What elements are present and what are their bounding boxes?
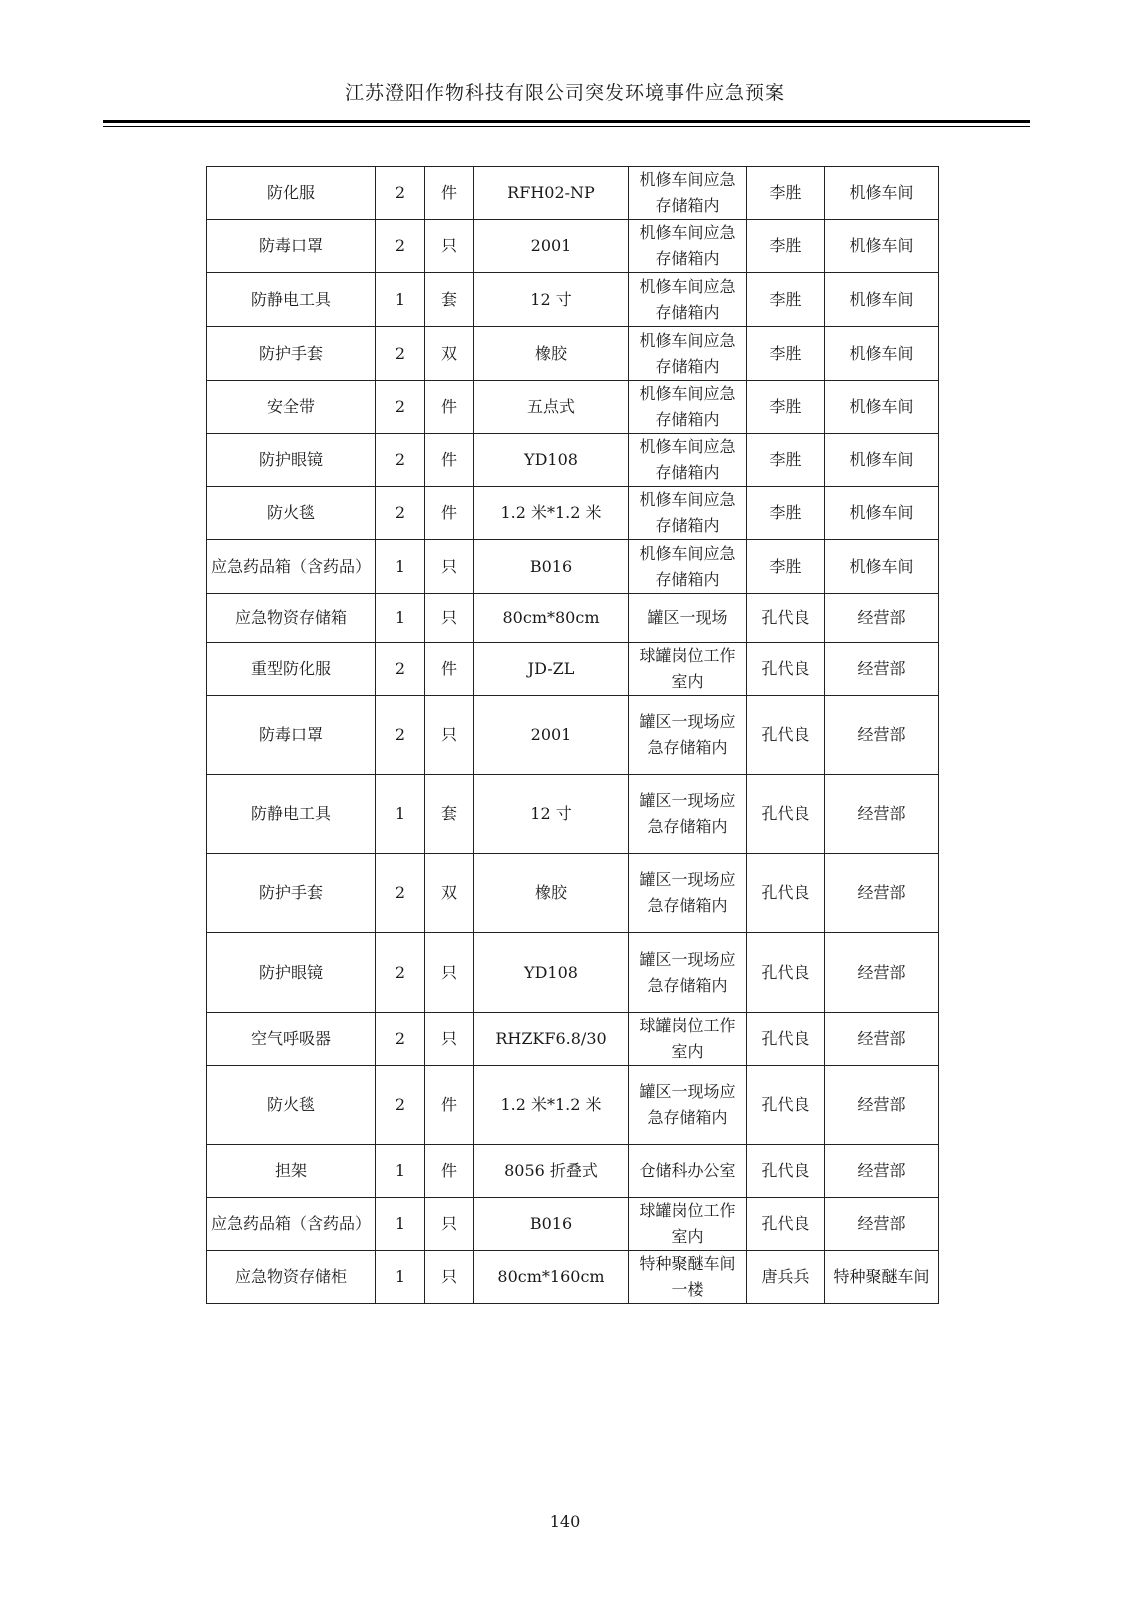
cell-department: 机修车间	[825, 540, 939, 594]
cell-storage-location: 机修车间应急存储箱内	[629, 381, 747, 434]
cell-item-name: 重型防化服	[207, 643, 376, 696]
cell-custodian: 孔代良	[747, 643, 825, 696]
cell-quantity: 1	[376, 1145, 425, 1198]
cell-custodian: 孔代良	[747, 775, 825, 854]
table-row	[207, 327, 939, 381]
cell-item-name: 防毒口罩	[207, 220, 376, 273]
cell-storage-location: 机修车间应急存储箱内	[629, 167, 747, 220]
cell-department: 经营部	[825, 594, 939, 643]
table-row	[207, 220, 939, 273]
cell-quantity: 2	[376, 1066, 425, 1145]
cell-quantity: 1	[376, 1198, 425, 1251]
cell-unit: 双	[425, 327, 474, 381]
cell-department: 经营部	[825, 696, 939, 775]
cell-unit: 件	[425, 643, 474, 696]
cell-custodian: 孔代良	[747, 1013, 825, 1066]
cell-department: 经营部	[825, 1066, 939, 1145]
cell-custodian: 李胜	[747, 167, 825, 220]
document-header-title: 江苏澄阳作物科技有限公司突发环境事件应急预案	[344, 82, 785, 104]
cell-custodian: 孔代良	[747, 1066, 825, 1145]
cell-unit: 件	[425, 487, 474, 540]
cell-quantity: 2	[376, 1013, 425, 1066]
cell-department: 经营部	[825, 1145, 939, 1198]
cell-item-name: 防护眼镜	[207, 434, 376, 487]
cell-item-name: 防静电工具	[207, 273, 376, 327]
cell-department: 机修车间	[825, 381, 939, 434]
cell-unit: 件	[425, 1066, 474, 1145]
cell-department: 机修车间	[825, 327, 939, 381]
cell-specification: 2001	[474, 220, 629, 273]
cell-unit: 只	[425, 1198, 474, 1251]
cell-custodian: 李胜	[747, 273, 825, 327]
cell-specification: 1.2 米*1.2 米	[474, 487, 629, 540]
cell-quantity: 1	[376, 594, 425, 643]
table-row	[207, 1198, 939, 1251]
cell-storage-location: 机修车间应急存储箱内	[629, 273, 747, 327]
cell-item-name: 应急药品箱（含药品）	[207, 540, 376, 594]
table-row	[207, 1251, 939, 1304]
cell-storage-location: 罐区一现场应急存储箱内	[629, 933, 747, 1013]
cell-specification: JD-ZL	[474, 643, 629, 696]
table-row	[207, 434, 939, 487]
cell-item-name: 应急物资存储箱	[207, 594, 376, 643]
cell-unit: 件	[425, 434, 474, 487]
cell-storage-location: 球罐岗位工作室内	[629, 1198, 747, 1251]
cell-specification: YD108	[474, 933, 629, 1013]
cell-department: 特种聚醚车间	[825, 1251, 939, 1304]
cell-storage-location: 罐区一现场应急存储箱内	[629, 854, 747, 933]
cell-unit: 件	[425, 1145, 474, 1198]
cell-quantity: 1	[376, 775, 425, 854]
cell-storage-location: 球罐岗位工作室内	[629, 643, 747, 696]
cell-specification: 80cm*160cm	[474, 1251, 629, 1304]
table-row	[207, 1013, 939, 1066]
table-row	[207, 1145, 939, 1198]
header-rule-thick	[103, 120, 1030, 123]
cell-specification: YD108	[474, 434, 629, 487]
cell-item-name: 安全带	[207, 381, 376, 434]
cell-specification: 80cm*80cm	[474, 594, 629, 643]
cell-department: 经营部	[825, 643, 939, 696]
cell-specification: 8056 折叠式	[474, 1145, 629, 1198]
cell-unit: 只	[425, 1013, 474, 1066]
cell-unit: 只	[425, 220, 474, 273]
cell-item-name: 防毒口罩	[207, 696, 376, 775]
page-number: 140	[549, 1512, 581, 1531]
cell-specification: 12 寸	[474, 273, 629, 327]
cell-storage-location: 罐区一现场应急存储箱内	[629, 696, 747, 775]
cell-quantity: 2	[376, 434, 425, 487]
cell-department: 经营部	[825, 1198, 939, 1251]
cell-unit: 只	[425, 594, 474, 643]
cell-storage-location: 罐区一现场应急存储箱内	[629, 1066, 747, 1145]
cell-item-name: 空气呼吸器	[207, 1013, 376, 1066]
cell-specification: 橡胶	[474, 854, 629, 933]
cell-custodian: 李胜	[747, 487, 825, 540]
table-row	[207, 933, 939, 1013]
cell-custodian: 孔代良	[747, 594, 825, 643]
cell-quantity: 2	[376, 643, 425, 696]
cell-storage-location: 罐区一现场应急存储箱内	[629, 775, 747, 854]
cell-custodian: 李胜	[747, 220, 825, 273]
cell-custodian: 孔代良	[747, 854, 825, 933]
cell-quantity: 1	[376, 540, 425, 594]
cell-department: 机修车间	[825, 220, 939, 273]
cell-department: 机修车间	[825, 434, 939, 487]
cell-specification: B016	[474, 1198, 629, 1251]
cell-specification: 橡胶	[474, 327, 629, 381]
cell-item-name: 担架	[207, 1145, 376, 1198]
cell-custodian: 李胜	[747, 327, 825, 381]
cell-department: 经营部	[825, 1013, 939, 1066]
cell-specification: B016	[474, 540, 629, 594]
cell-storage-location: 罐区一现场	[629, 594, 747, 643]
emergency-supplies-table	[206, 166, 939, 1304]
cell-storage-location: 仓储科办公室	[629, 1145, 747, 1198]
cell-department: 经营部	[825, 775, 939, 854]
cell-department: 机修车间	[825, 167, 939, 220]
table-row	[207, 775, 939, 854]
cell-storage-location: 机修车间应急存储箱内	[629, 487, 747, 540]
cell-unit: 件	[425, 381, 474, 434]
cell-item-name: 应急物资存储柜	[207, 1251, 376, 1304]
cell-quantity: 2	[376, 220, 425, 273]
cell-quantity: 1	[376, 273, 425, 327]
cell-storage-location: 球罐岗位工作室内	[629, 1013, 747, 1066]
cell-quantity: 2	[376, 381, 425, 434]
cell-item-name: 防火毯	[207, 1066, 376, 1145]
cell-unit: 件	[425, 167, 474, 220]
cell-department: 经营部	[825, 854, 939, 933]
cell-custodian: 孔代良	[747, 1198, 825, 1251]
table-row	[207, 273, 939, 327]
table-row	[207, 540, 939, 594]
cell-specification: 12 寸	[474, 775, 629, 854]
cell-unit: 套	[425, 273, 474, 327]
cell-item-name: 防护手套	[207, 327, 376, 381]
cell-quantity: 2	[376, 487, 425, 540]
cell-item-name: 防护手套	[207, 854, 376, 933]
table-body	[207, 167, 939, 1304]
cell-custodian: 李胜	[747, 540, 825, 594]
table-row	[207, 696, 939, 775]
cell-custodian: 唐兵兵	[747, 1251, 825, 1304]
header-rule-thin	[103, 126, 1030, 127]
cell-specification: 五点式	[474, 381, 629, 434]
cell-storage-location: 机修车间应急存储箱内	[629, 327, 747, 381]
cell-quantity: 2	[376, 327, 425, 381]
cell-storage-location: 机修车间应急存储箱内	[629, 434, 747, 487]
cell-storage-location: 机修车间应急存储箱内	[629, 540, 747, 594]
cell-custodian: 孔代良	[747, 696, 825, 775]
cell-custodian: 孔代良	[747, 1145, 825, 1198]
cell-specification: RHZKF6.8/30	[474, 1013, 629, 1066]
cell-item-name: 防静电工具	[207, 775, 376, 854]
table-row	[207, 594, 939, 643]
cell-custodian: 李胜	[747, 381, 825, 434]
cell-specification: 1.2 米*1.2 米	[474, 1066, 629, 1145]
table-row	[207, 643, 939, 696]
cell-department: 机修车间	[825, 487, 939, 540]
cell-unit: 只	[425, 1251, 474, 1304]
cell-item-name: 防护眼镜	[207, 933, 376, 1013]
cell-quantity: 2	[376, 933, 425, 1013]
cell-unit: 只	[425, 933, 474, 1013]
cell-quantity: 2	[376, 167, 425, 220]
cell-storage-location: 机修车间应急存储箱内	[629, 220, 747, 273]
table-row	[207, 487, 939, 540]
table-row	[207, 854, 939, 933]
cell-storage-location: 特种聚醚车间一楼	[629, 1251, 747, 1304]
cell-custodian: 孔代良	[747, 933, 825, 1013]
cell-department: 机修车间	[825, 273, 939, 327]
cell-unit: 只	[425, 540, 474, 594]
table-row	[207, 167, 939, 220]
cell-quantity: 2	[376, 854, 425, 933]
cell-quantity: 2	[376, 696, 425, 775]
cell-item-name: 应急药品箱（含药品）	[207, 1198, 376, 1251]
table-row	[207, 381, 939, 434]
cell-unit: 只	[425, 696, 474, 775]
cell-specification: RFH02-NP	[474, 167, 629, 220]
cell-unit: 双	[425, 854, 474, 933]
cell-specification: 2001	[474, 696, 629, 775]
cell-item-name: 防化服	[207, 167, 376, 220]
cell-department: 经营部	[825, 933, 939, 1013]
cell-item-name: 防火毯	[207, 487, 376, 540]
cell-unit: 套	[425, 775, 474, 854]
table-row	[207, 1066, 939, 1145]
cell-custodian: 李胜	[747, 434, 825, 487]
cell-quantity: 1	[376, 1251, 425, 1304]
